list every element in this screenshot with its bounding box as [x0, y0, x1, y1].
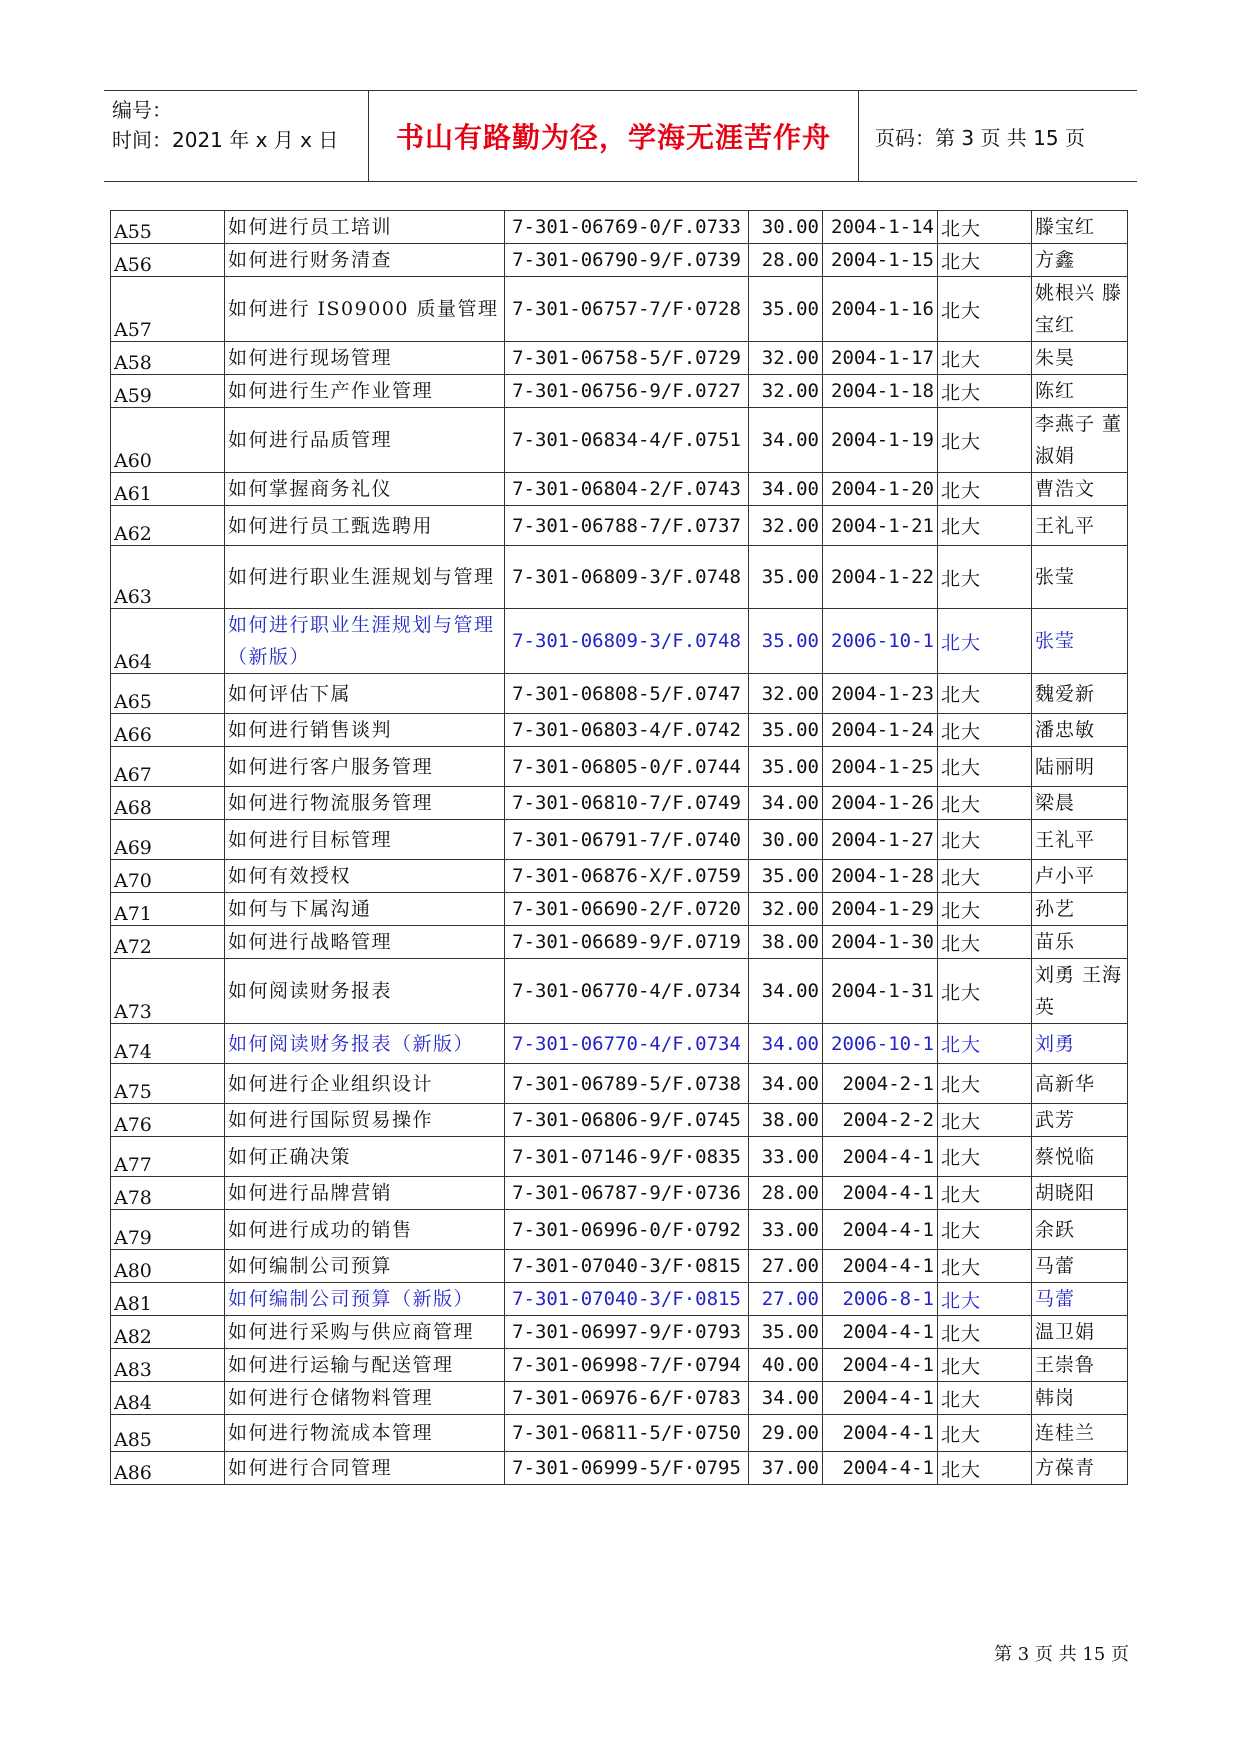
book-author: 蔡悦临	[1032, 1137, 1128, 1177]
book-author: 高新华	[1032, 1064, 1128, 1104]
book-date: 2004-1-29	[823, 893, 938, 926]
table-row	[111, 1137, 1128, 1177]
book-date: 2004-1-20	[823, 473, 938, 506]
book-isbn: 7-301-06996-0/F·0792	[505, 1210, 749, 1250]
book-publisher: 北大	[938, 1382, 1032, 1415]
book-publisher: 北大	[938, 674, 1032, 714]
book-publisher: 北大	[938, 408, 1032, 473]
book-price: 38.00	[749, 926, 823, 959]
document-number-label: 编号：	[112, 98, 172, 122]
book-id: A73	[111, 959, 225, 1024]
book-isbn: 7-301-06690-2/F.0720	[505, 893, 749, 926]
book-author: 胡晓阳	[1032, 1177, 1128, 1210]
book-publisher: 北大	[938, 277, 1032, 342]
document-time-label: 时间：2021 年 x 月 x 日	[112, 128, 339, 152]
book-date: 2004-1-14	[823, 211, 938, 244]
book-isbn: 7-301-06997-9/F·0793	[505, 1316, 749, 1349]
book-author: 王崇鲁	[1032, 1349, 1128, 1382]
book-title: 如何进行物流成本管理	[225, 1415, 505, 1452]
book-title: 如何进行员工甄选聘用	[225, 506, 505, 546]
book-price: 33.00	[749, 1137, 823, 1177]
book-title: 如何进行员工培训	[225, 211, 505, 244]
book-id: A84	[111, 1382, 225, 1415]
book-date: 2004-1-25	[823, 747, 938, 787]
book-title: 如何进行合同管理	[225, 1452, 505, 1485]
book-author: 张莹	[1032, 609, 1128, 674]
book-id: A63	[111, 546, 225, 609]
table-row	[111, 1316, 1128, 1349]
book-title: 如何进行国际贸易操作	[225, 1104, 505, 1137]
book-publisher: 北大	[938, 959, 1032, 1024]
book-isbn: 7-301-06790-9/F.0739	[505, 244, 749, 277]
book-date: 2004-1-31	[823, 959, 938, 1024]
book-title: 如何阅读财务报表	[225, 959, 505, 1024]
book-date: 2006-8-1	[823, 1283, 938, 1316]
book-isbn: 7-301-07040-3/F·0815	[505, 1283, 749, 1316]
table-row	[111, 546, 1128, 609]
table-row	[111, 1250, 1128, 1283]
book-author: 韩岗	[1032, 1382, 1128, 1415]
book-id: A59	[111, 375, 225, 408]
book-isbn: 7-301-06810-7/F.0749	[505, 787, 749, 820]
book-price: 35.00	[749, 747, 823, 787]
book-author: 马蕾	[1032, 1250, 1128, 1283]
book-author: 姚根兴 滕宝红	[1032, 277, 1128, 342]
table-row	[111, 1104, 1128, 1137]
book-title: 如何进行运输与配送管理	[225, 1349, 505, 1382]
book-publisher: 北大	[938, 244, 1032, 277]
book-price: 34.00	[749, 1382, 823, 1415]
book-id: A62	[111, 506, 225, 546]
book-publisher: 北大	[938, 1024, 1032, 1064]
book-isbn: 7-301-06791-7/F.0740	[505, 820, 749, 860]
book-title: 如何进行仓储物料管理	[225, 1382, 505, 1415]
table-row	[111, 1210, 1128, 1250]
table-row	[111, 375, 1128, 408]
book-publisher: 北大	[938, 747, 1032, 787]
book-price: 32.00	[749, 506, 823, 546]
book-title: 如何进行 IS09000 质量管理	[225, 277, 505, 342]
book-date: 2004-4-1	[823, 1349, 938, 1382]
book-author: 梁晨	[1032, 787, 1128, 820]
book-date: 2004-4-1	[823, 1210, 938, 1250]
book-date: 2004-1-15	[823, 244, 938, 277]
book-title: 如何正确决策	[225, 1137, 505, 1177]
book-price: 29.00	[749, 1415, 823, 1452]
book-author: 连桂兰	[1032, 1415, 1128, 1452]
book-price: 35.00	[749, 714, 823, 747]
book-title: 如何进行财务清查	[225, 244, 505, 277]
book-id: A65	[111, 674, 225, 714]
book-date: 2004-4-1	[823, 1382, 938, 1415]
book-isbn: 7-301-06976-6/F·0783	[505, 1382, 749, 1415]
book-author: 卢小平	[1032, 860, 1128, 893]
book-title: 如何进行战略管理	[225, 926, 505, 959]
book-title: 如何进行企业组织设计	[225, 1064, 505, 1104]
book-publisher: 北大	[938, 714, 1032, 747]
book-publisher: 北大	[938, 1137, 1032, 1177]
book-isbn: 7-301-06876-X/F.0759	[505, 860, 749, 893]
table-row	[111, 1283, 1128, 1316]
book-publisher: 北大	[938, 1250, 1032, 1283]
table-row	[111, 714, 1128, 747]
book-publisher: 北大	[938, 1452, 1032, 1485]
book-id: A79	[111, 1210, 225, 1250]
table-row	[111, 820, 1128, 860]
book-isbn: 7-301-06808-5/F.0747	[505, 674, 749, 714]
book-price: 32.00	[749, 375, 823, 408]
book-date: 2004-1-19	[823, 408, 938, 473]
book-isbn: 7-301-07040-3/F·0815	[505, 1250, 749, 1283]
book-isbn: 7-301-06770-4/F.0734	[505, 959, 749, 1024]
header-page-cell	[859, 91, 1137, 181]
book-publisher: 北大	[938, 473, 1032, 506]
book-isbn: 7-301-06809-3/F.0748	[505, 609, 749, 674]
book-title: 如何进行品牌营销	[225, 1177, 505, 1210]
book-list-table	[110, 210, 1128, 1485]
table-row	[111, 747, 1128, 787]
book-isbn: 7-301-06758-5/F.0729	[505, 342, 749, 375]
book-price: 28.00	[749, 1177, 823, 1210]
book-date: 2004-1-18	[823, 375, 938, 408]
book-date: 2004-1-16	[823, 277, 938, 342]
book-author: 刘勇	[1032, 1024, 1128, 1064]
book-isbn: 7-301-06769-0/F.0733	[505, 211, 749, 244]
book-price: 33.00	[749, 1210, 823, 1250]
book-author: 武芳	[1032, 1104, 1128, 1137]
book-title: 如何编制公司预算	[225, 1250, 505, 1283]
book-author: 滕宝红	[1032, 211, 1128, 244]
book-author: 魏爱新	[1032, 674, 1128, 714]
book-date: 2004-2-2	[823, 1104, 938, 1137]
book-publisher: 北大	[938, 1349, 1032, 1382]
book-title: 如何有效授权	[225, 860, 505, 893]
table-row	[111, 926, 1128, 959]
book-price: 34.00	[749, 959, 823, 1024]
book-id: A68	[111, 787, 225, 820]
book-publisher: 北大	[938, 1210, 1032, 1250]
header-motto: 书山有路勤为径，学海无涯苦作舟	[395, 121, 831, 154]
book-isbn: 7-301-06788-7/F.0737	[505, 506, 749, 546]
book-date: 2004-1-27	[823, 820, 938, 860]
book-title: 如何进行成功的销售	[225, 1210, 505, 1250]
book-id: A60	[111, 408, 225, 473]
book-isbn: 7-301-06834-4/F.0751	[505, 408, 749, 473]
book-publisher: 北大	[938, 211, 1032, 244]
book-id: A55	[111, 211, 225, 244]
table-row	[111, 342, 1128, 375]
header-info-cell	[104, 91, 369, 181]
book-id: A67	[111, 747, 225, 787]
book-price: 27.00	[749, 1250, 823, 1283]
book-date: 2004-1-23	[823, 674, 938, 714]
book-publisher: 北大	[938, 926, 1032, 959]
book-date: 2004-4-1	[823, 1177, 938, 1210]
table-row	[111, 1177, 1128, 1210]
book-date: 2004-1-30	[823, 926, 938, 959]
book-price: 34.00	[749, 473, 823, 506]
book-date: 2004-4-1	[823, 1137, 938, 1177]
book-id: A66	[111, 714, 225, 747]
book-title: 如何阅读财务报表（新版）	[225, 1024, 505, 1064]
book-isbn: 7-301-06999-5/F·0795	[505, 1452, 749, 1485]
table-row	[111, 211, 1128, 244]
book-price: 27.00	[749, 1283, 823, 1316]
book-author: 曹浩文	[1032, 473, 1128, 506]
table-row	[111, 787, 1128, 820]
book-publisher: 北大	[938, 1104, 1032, 1137]
book-price: 34.00	[749, 1024, 823, 1064]
book-price: 38.00	[749, 1104, 823, 1137]
table-row	[111, 1349, 1128, 1382]
header-motto-cell	[369, 91, 859, 181]
book-id: A70	[111, 860, 225, 893]
book-id: A71	[111, 893, 225, 926]
book-price: 37.00	[749, 1452, 823, 1485]
book-id: A56	[111, 244, 225, 277]
book-price: 32.00	[749, 342, 823, 375]
book-isbn: 7-301-06757-7/F·0728	[505, 277, 749, 342]
book-publisher: 北大	[938, 546, 1032, 609]
book-id: A74	[111, 1024, 225, 1064]
book-title: 如何掌握商务礼仪	[225, 473, 505, 506]
book-price: 32.00	[749, 893, 823, 926]
book-publisher: 北大	[938, 609, 1032, 674]
book-isbn: 7-301-06998-7/F·0794	[505, 1349, 749, 1382]
book-publisher: 北大	[938, 375, 1032, 408]
book-id: A77	[111, 1137, 225, 1177]
table-row	[111, 244, 1128, 277]
book-date: 2004-1-21	[823, 506, 938, 546]
book-author: 李燕子 董淑娟	[1032, 408, 1128, 473]
book-id: A85	[111, 1415, 225, 1452]
book-id: A72	[111, 926, 225, 959]
book-title: 如何进行客户服务管理	[225, 747, 505, 787]
book-title: 如何进行职业生涯规划与管理（新版）	[225, 609, 505, 674]
book-publisher: 北大	[938, 1177, 1032, 1210]
book-isbn: 7-301-06789-5/F.0738	[505, 1064, 749, 1104]
book-isbn: 7-301-06770-4/F.0734	[505, 1024, 749, 1064]
book-publisher: 北大	[938, 787, 1032, 820]
book-date: 2004-1-22	[823, 546, 938, 609]
book-author: 王礼平	[1032, 820, 1128, 860]
table-row	[111, 959, 1128, 1024]
book-author: 方葆青	[1032, 1452, 1128, 1485]
table-row	[111, 408, 1128, 473]
book-author: 潘忠敏	[1032, 714, 1128, 747]
book-title: 如何进行物流服务管理	[225, 787, 505, 820]
book-author: 朱昊	[1032, 342, 1128, 375]
book-title: 如何进行品质管理	[225, 408, 505, 473]
book-isbn: 7-301-06787-9/F·0736	[505, 1177, 749, 1210]
table-row	[111, 860, 1128, 893]
book-price: 34.00	[749, 408, 823, 473]
book-title: 如何编制公司预算（新版）	[225, 1283, 505, 1316]
book-isbn: 7-301-06756-9/F.0727	[505, 375, 749, 408]
book-title: 如何进行目标管理	[225, 820, 505, 860]
book-author: 温卫娟	[1032, 1316, 1128, 1349]
header-page-number: 页码：第 3 页 共 15 页	[875, 125, 1085, 150]
book-author: 方鑫	[1032, 244, 1128, 277]
book-isbn: 7-301-06806-9/F.0745	[505, 1104, 749, 1137]
book-price: 35.00	[749, 609, 823, 674]
book-id: A78	[111, 1177, 225, 1210]
book-isbn: 7-301-07146-9/F·0835	[505, 1137, 749, 1177]
book-price: 28.00	[749, 244, 823, 277]
book-date: 2004-1-26	[823, 787, 938, 820]
page-header	[104, 90, 1137, 182]
book-id: A81	[111, 1283, 225, 1316]
book-id: A64	[111, 609, 225, 674]
book-price: 35.00	[749, 546, 823, 609]
table-row	[111, 277, 1128, 342]
book-date: 2006-10-1	[823, 1024, 938, 1064]
book-author: 陆丽明	[1032, 747, 1128, 787]
table-row	[111, 1064, 1128, 1104]
book-title: 如何进行生产作业管理	[225, 375, 505, 408]
book-isbn: 7-301-06803-4/F.0742	[505, 714, 749, 747]
book-author: 余跃	[1032, 1210, 1128, 1250]
book-publisher: 北大	[938, 342, 1032, 375]
book-id: A82	[111, 1316, 225, 1349]
book-author: 张莹	[1032, 546, 1128, 609]
table-row	[111, 674, 1128, 714]
book-publisher: 北大	[938, 860, 1032, 893]
book-author: 苗乐	[1032, 926, 1128, 959]
book-title: 如何进行职业生涯规划与管理	[225, 546, 505, 609]
table-row	[111, 1452, 1128, 1485]
book-publisher: 北大	[938, 1415, 1032, 1452]
book-price: 30.00	[749, 820, 823, 860]
book-author: 马蕾	[1032, 1283, 1128, 1316]
book-id: A80	[111, 1250, 225, 1283]
book-title: 如何进行销售谈判	[225, 714, 505, 747]
book-price: 35.00	[749, 860, 823, 893]
table-row	[111, 473, 1128, 506]
book-publisher: 北大	[938, 893, 1032, 926]
book-id: A76	[111, 1104, 225, 1137]
book-price: 30.00	[749, 211, 823, 244]
book-isbn: 7-301-06811-5/F·0750	[505, 1415, 749, 1452]
book-id: A58	[111, 342, 225, 375]
book-publisher: 北大	[938, 1316, 1032, 1349]
book-isbn: 7-301-06804-2/F.0743	[505, 473, 749, 506]
book-date: 2004-4-1	[823, 1452, 938, 1485]
book-date: 2006-10-1	[823, 609, 938, 674]
book-title: 如何进行采购与供应商管理	[225, 1316, 505, 1349]
table-row	[111, 609, 1128, 674]
book-id: A83	[111, 1349, 225, 1382]
book-title: 如何评估下属	[225, 674, 505, 714]
book-date: 2004-1-28	[823, 860, 938, 893]
table-row	[111, 506, 1128, 546]
book-price: 40.00	[749, 1349, 823, 1382]
book-isbn: 7-301-06689-9/F.0719	[505, 926, 749, 959]
table-row	[111, 1382, 1128, 1415]
book-publisher: 北大	[938, 820, 1032, 860]
book-id: A86	[111, 1452, 225, 1485]
book-id: A57	[111, 277, 225, 342]
book-isbn: 7-301-06805-0/F.0744	[505, 747, 749, 787]
book-price: 34.00	[749, 787, 823, 820]
book-date: 2004-4-1	[823, 1316, 938, 1349]
book-price: 34.00	[749, 1064, 823, 1104]
book-publisher: 北大	[938, 506, 1032, 546]
book-author: 王礼平	[1032, 506, 1128, 546]
book-price: 32.00	[749, 674, 823, 714]
book-title: 如何进行现场管理	[225, 342, 505, 375]
table-row	[111, 1024, 1128, 1064]
book-date: 2004-4-1	[823, 1415, 938, 1452]
book-author: 陈红	[1032, 375, 1128, 408]
table-row	[111, 1415, 1128, 1452]
book-author: 刘勇 王海英	[1032, 959, 1128, 1024]
book-author: 孙艺	[1032, 893, 1128, 926]
book-id: A69	[111, 820, 225, 860]
book-date: 2004-1-17	[823, 342, 938, 375]
book-isbn: 7-301-06809-3/F.0748	[505, 546, 749, 609]
book-date: 2004-4-1	[823, 1250, 938, 1283]
book-publisher: 北大	[938, 1283, 1032, 1316]
book-publisher: 北大	[938, 1064, 1032, 1104]
book-title: 如何与下属沟通	[225, 893, 505, 926]
page-footer: 第 3 页 共 15 页	[994, 1644, 1129, 1665]
book-date: 2004-1-24	[823, 714, 938, 747]
book-id: A61	[111, 473, 225, 506]
book-price: 35.00	[749, 1316, 823, 1349]
book-date: 2004-2-1	[823, 1064, 938, 1104]
book-id: A75	[111, 1064, 225, 1104]
table-row	[111, 893, 1128, 926]
book-price: 35.00	[749, 277, 823, 342]
